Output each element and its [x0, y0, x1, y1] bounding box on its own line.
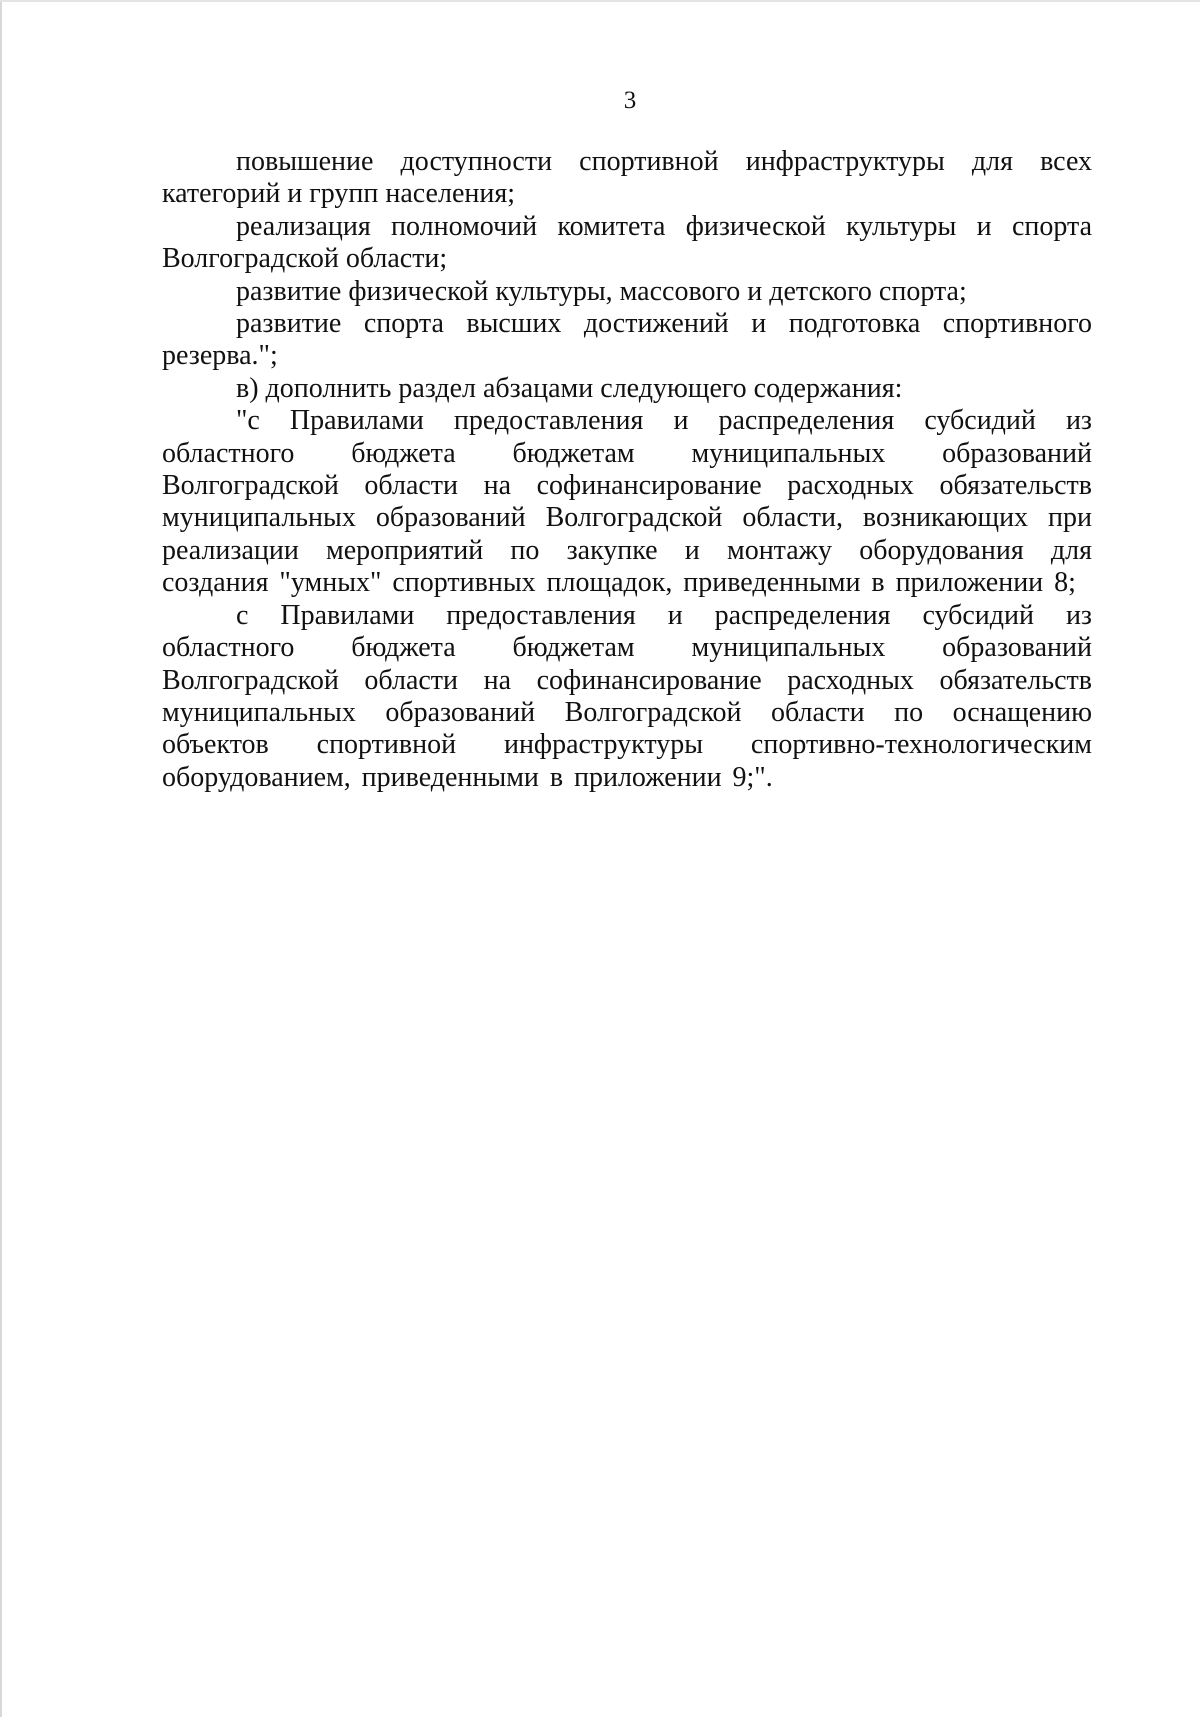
paragraph-high-achievement-sport: развитие спорта высших достижений и подготовка спортивного резерва.";	[162, 308, 1092, 372]
paragraph-amendment-intro: в) дополнить раздел абзацами следующего содержания:	[236, 372, 903, 404]
paragraph-appendix-8-rules: "с Правилами предоставления и распределения субсидий из областного бюджета бюджетам муниципальных образований Волгоградской области на софинансирование расходных обязательств муниципальных образований Волгоградской области, возникающих при реализации мероприятий по закупке и монтажу оборудования для создания "умных" спортивных площадок, приведенными в приложении 8;	[162, 405, 1092, 599]
paragraph-appendix-9-rules: с Правилами предоставления и распределения субсидий из областного бюджета бюджетам муниципальных образований Волгоградской области на софинансирование расходных обязательств муниципальных образований Волгоградской области по оснащению объектов спортивной инфраструктуры спортивно-технологическим оборудованием, приведенными в приложении 9;".	[162, 599, 1092, 793]
page-number: 3	[623, 87, 637, 114]
scan-edge-top	[0, 0, 1200, 2]
document-body	[162, 146, 1092, 794]
paragraph-mass-sport: развитие физической культуры, массового и детского спорта;	[236, 275, 967, 307]
paragraph-committee-powers: реализация полномочий комитета физической культуры и спорта Волгоградской области;	[162, 210, 1092, 275]
paragraph-infrastructure-access: повышение доступности спортивной инфраструктуры для всех категорий и групп населения;	[162, 146, 1092, 210]
scan-edge-left	[0, 0, 2, 1717]
